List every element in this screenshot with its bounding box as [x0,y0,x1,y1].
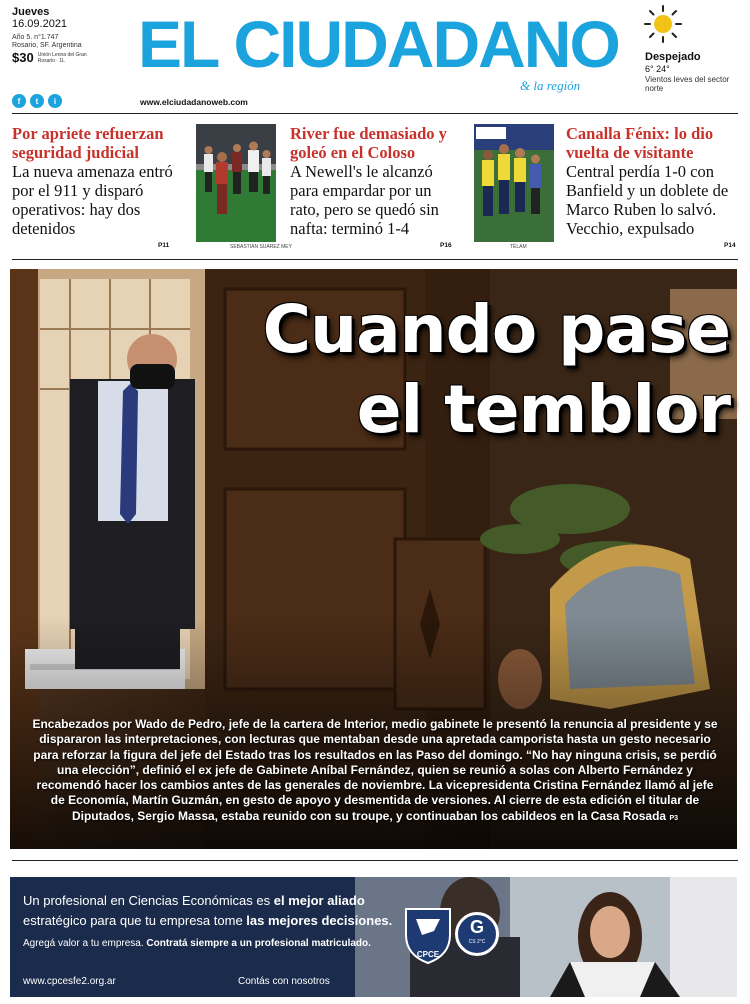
ad-url[interactable]: www.cpcesfe2.org.ar [23,976,116,987]
ad-line-3: Agregá valor a tu empresa. Contratá siempre a un profesional matriculado. [23,938,371,949]
logo-tagline: & la región [520,78,581,93]
page-ref: P11 [158,242,170,249]
page-ref: P3 [669,814,679,822]
weather-condition: Despejado [645,51,701,63]
edition-issue: Año 5. n°1.747 [12,34,59,41]
lead-text: Encabezados por Wado de Pedro, jefe de la cartera de Interior, medio gabinete le presentó la renuncia al presidente y se dispararon las interpretaciones, con lecturas que mentaban desde una apretada camporista hasta un gesto necesario para reforzar la figura del jefe del Estado tras los resultados en las Paso del domingo. “No hay ninguna crisis, se perdió una elección”, definió el ex jefe de Gabinete Aníbal Fernández, quien se reunió a solas con Alberto Fernández y recomendó hacer los cambios antes de las generales de noviembre. La vicepresidenta Cristina Fernández llamó al jefe de Economía, Martín Guzmán, en gesto de apoyo y desmentida de versiones. Al cierre de esta edición el titular de Diputados, Sergio Massa, estaba reunido con su troupe, y continuaban los cabildeos en la Casa Rosada [32,717,718,823]
edition-location: Rosario, SF. Argentina [12,42,82,49]
seal-text: CS 2°C [468,939,486,945]
teaser-body: La nueva amenaza entró por el 911 y disparó operativos: hay dos detenidos [12,162,173,238]
ad-line-1: Un profesional en Ciencias Económicas es el mejor aliado [23,893,365,908]
social-links [12,94,62,108]
website-url[interactable]: www.elciudadanoweb.com [140,97,248,107]
page-ref: P16 [440,242,452,249]
newspaper-logo[interactable]: EL CIUDADANO [138,7,619,81]
ad-divider [12,860,738,861]
edition-date: 16.09.2021 [12,18,68,30]
weather-temp: 6° 24° [645,64,670,74]
photo-credit: SEBASTIÁN SUÁREZ MEY [230,244,292,250]
twitter-icon[interactable]: t [30,94,44,108]
instagram-icon[interactable]: i [48,94,62,108]
edition-info [12,6,132,64]
council-seal-icon: G CS 2°C [455,912,499,956]
teaser-body: A Newell's le alcanzó para empardar por un rato, pero se quedó sin nafta: terminó 1-4 [290,162,439,238]
teaser-river-photo[interactable] [196,124,276,242]
teaser-river[interactable] [290,124,465,238]
ad-contact: Contás con nosotros [238,976,330,987]
masthead-divider [12,113,738,114]
main-lead [30,717,720,826]
main-headline[interactable]: Cuando pase el temblor [262,291,730,448]
teaser-headline: Por apriete refuerzan seguridad judicial [12,124,164,162]
teaser-headline: Canalla Fénix: lo dio vuelta de visitante [566,124,714,162]
cpce-logo-text: CPCE [416,950,440,959]
facebook-icon[interactable]: f [12,94,26,108]
teaser-body: Central perdía 1-0 con Banfield y un doblete de Marco Ruben lo salvó. Vecchio, expulsado [566,162,729,238]
teaser-central[interactable] [566,124,744,238]
photo-credit: TÉLAM [510,244,527,250]
teaser-headline: River fue demasiado y goleó en el Coloso [290,124,447,162]
cpce-logo-icon [398,905,458,965]
ad-line-2: estratégico para que tu empresa tome las mejores decisiones. [23,913,393,928]
teaser-central-photo[interactable] [474,124,554,242]
weather-desc: Vientos leves del sector norte [645,75,730,93]
price: $30 [12,50,34,65]
price-note: Unión Leona del Gran Rosario · 1L [37,52,87,64]
teaser-security[interactable] [12,124,187,238]
sun-icon [643,4,683,44]
page-ref: P14 [724,242,736,249]
teaser-divider [12,259,738,260]
edition-day: Jueves [12,6,50,18]
